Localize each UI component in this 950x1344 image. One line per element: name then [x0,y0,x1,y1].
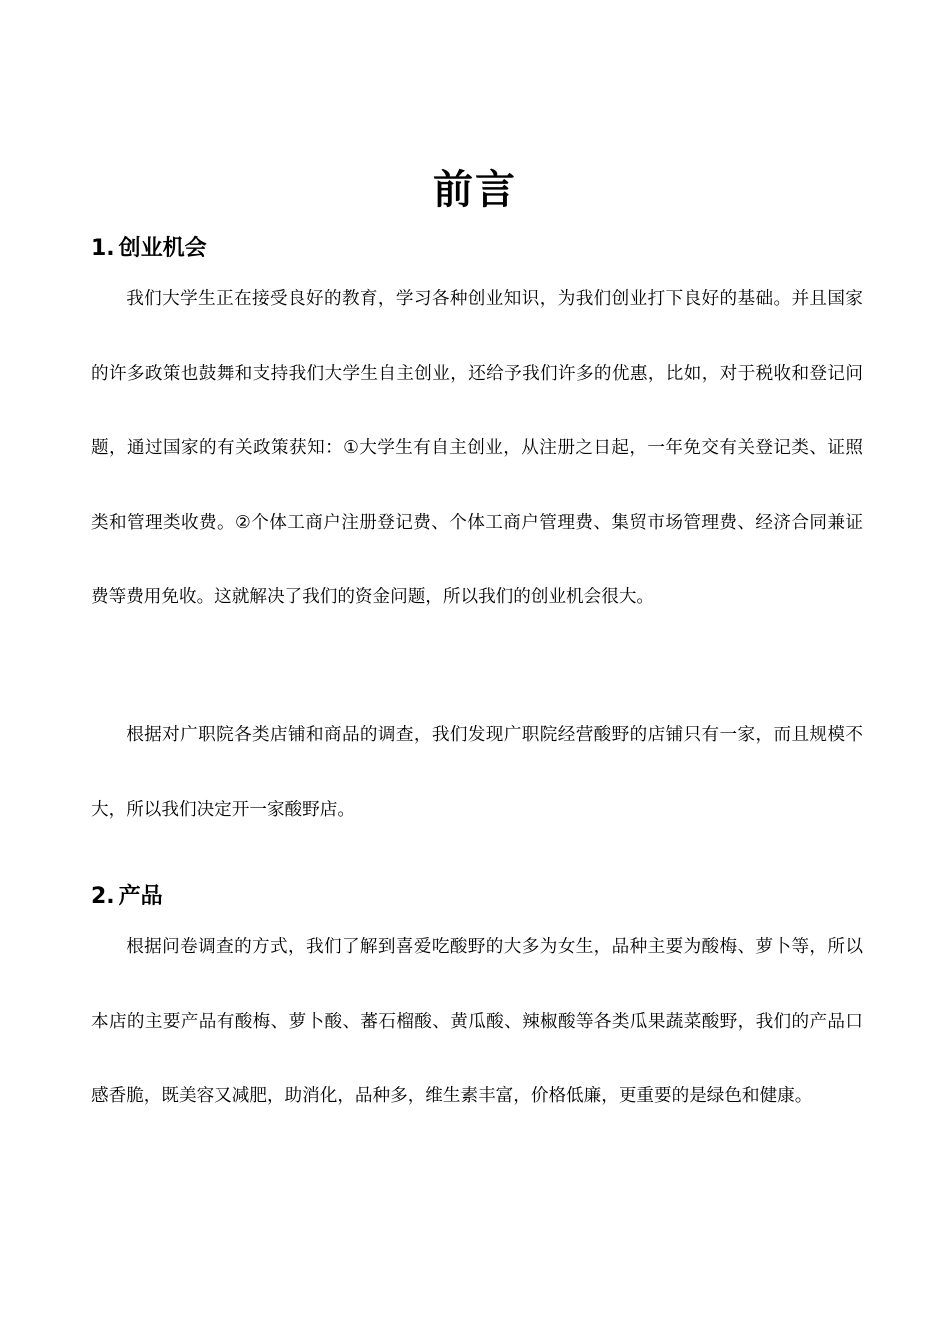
section-number: 1. [91,236,115,261]
section-number: 2. [91,884,115,909]
section-title: 创业机会 [118,236,207,261]
paragraph-1-1: 我们大学生正在接受良好的教育，学习各种创业知识，为我们创业打下良好的基础。并且国家的许多政策也鼓舞和支持我们大学生自主创业，还给予我们许多的优惠，比如，对于税收和登记问题，通过国家的有关政策获知：①大学生有自主创业，从注册之日起，一年免交有关登记类、证照类和管理类收费。②个体工商户注册登记费、个体工商户管理费、集贸市场管理费、经济合同兼证费等费用免收。这就解决了我们的资金问题，所以我们的创业机会很大。 [91,289,863,607]
section-heading-2 [91,881,163,913]
section-heading-1 [91,233,207,265]
page-title: 前言 [433,167,517,213]
section-title: 产品 [118,884,163,909]
paragraph-1-2: 根据对广职院各类店铺和商品的调查，我们发现广职院经营酸野的店铺只有一家，而且规模不大，所以我们决定开一家酸野店。 [91,725,863,820]
paragraph-2-1: 根据问卷调查的方式，我们了解到喜爱吃酸野的大多为女生，品种主要为酸梅、萝卜等，所以本店的主要产品有酸梅、萝卜酸、蕃石榴酸、黄瓜酸、辣椒酸等各类瓜果蔬菜酸野，我们的产品口感香脆，既美容又减肥，助消化，品种多，维生素丰富，价格低廉，更重要的是绿色和健康。 [91,937,863,1106]
